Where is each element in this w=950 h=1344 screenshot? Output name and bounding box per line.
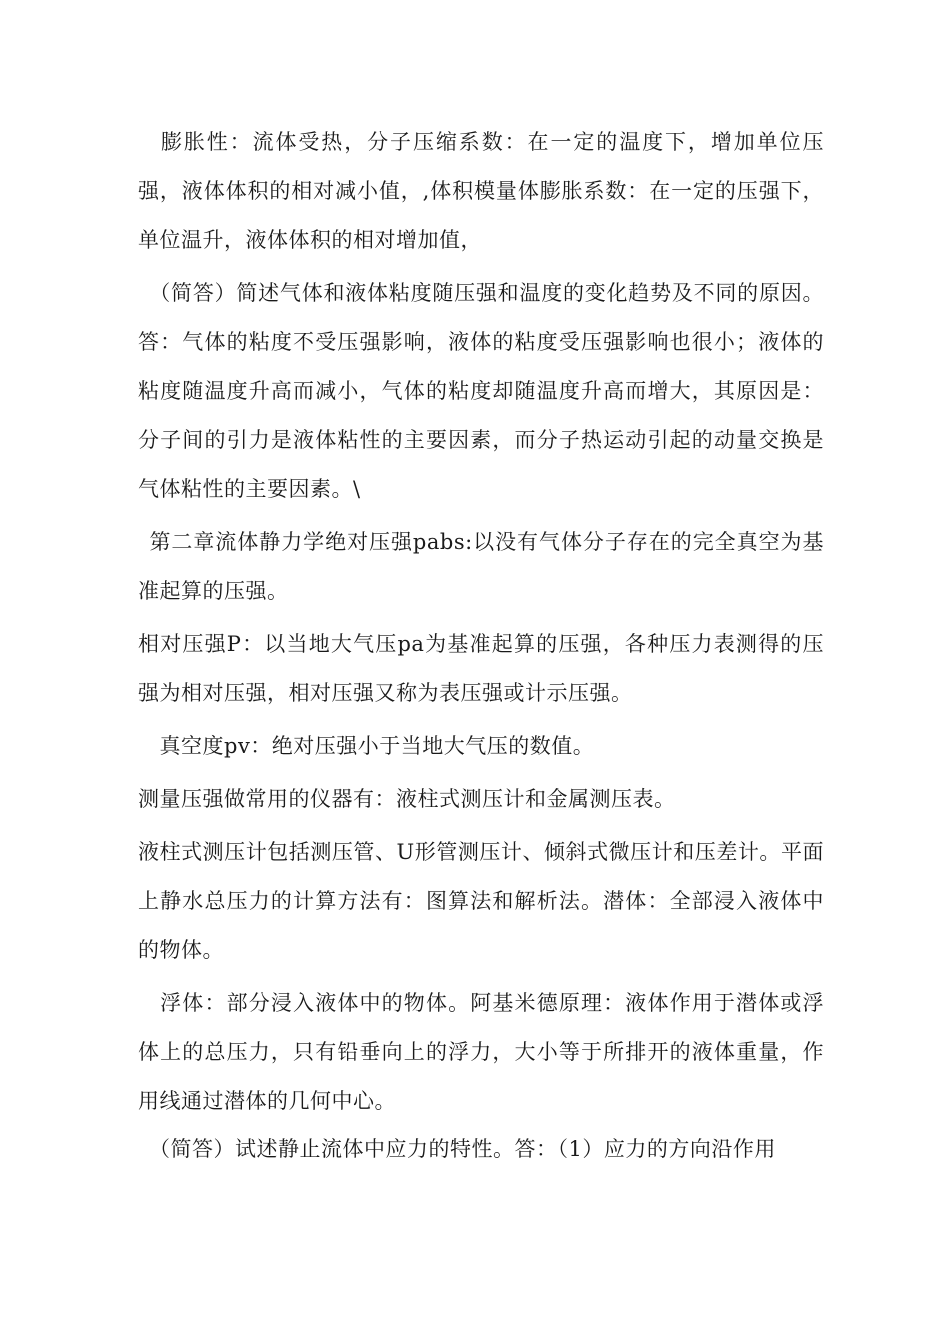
paragraph-instruments: 测量压强做常用的仪器有：液柱式测压计和金属测压表。 xyxy=(138,787,676,811)
paragraph-vacuum: 真空度pv：绝对压强小于当地大气压的数值。 xyxy=(138,734,595,758)
paragraph-absolute-pressure: 第二章流体静力学绝对压强pabs:以没有气体分子存在的完全真空为基准起算的压强。 xyxy=(138,530,824,603)
paragraph-relative-pressure: 相对压强P：以当地大气压pa为基准起算的压强，各种压力表测得的压强为相对压强，相对压强又称为表压强或计示压强。 xyxy=(138,632,824,705)
paragraph-manometers: 液柱式测压计包括测压管、U形管测压计、倾斜式微压计和压差计。平面上静水总压力的计算方法有：图算法和解析法。潜体：全部浸入液体中的物体。 xyxy=(138,840,824,962)
paragraph-expansion: 膨胀性：流体受热，分子压缩系数：在一定的温度下，增加单位压强，液体体积的相对减小值，,体积模量体膨胀系数：在一定的压强下，单位温升，液体体积的相对增加值， xyxy=(138,130,824,252)
paragraph-floating-body: 浮体：部分浸入液体中的物体。阿基米德原理：液体作用于潜体或浮体上的总压力，只有铅垂向上的浮力，大小等于所排开的液体重量，作用线通过潜体的几何中心。 xyxy=(138,991,824,1113)
document-body xyxy=(138,118,824,1164)
paragraph-viscosity-question: （简答）简述气体和液体粘度随压强和温度的变化趋势及不同的原因。答：气体的粘度不受压强影响，液体的粘度受压强影响也很小；液体的粘度随温度升高而减小，气体的粘度却随温度升高而增大，其原因是：分子间的引力是液体粘性的主要因素，而分子热运动引起的动量交换是气体粘性的主要因素。\ xyxy=(138,281,824,501)
paragraph-stress-question: （简答）试述静止流体中应力的特性。答：（1）应力的方向沿作用 xyxy=(138,1137,776,1161)
